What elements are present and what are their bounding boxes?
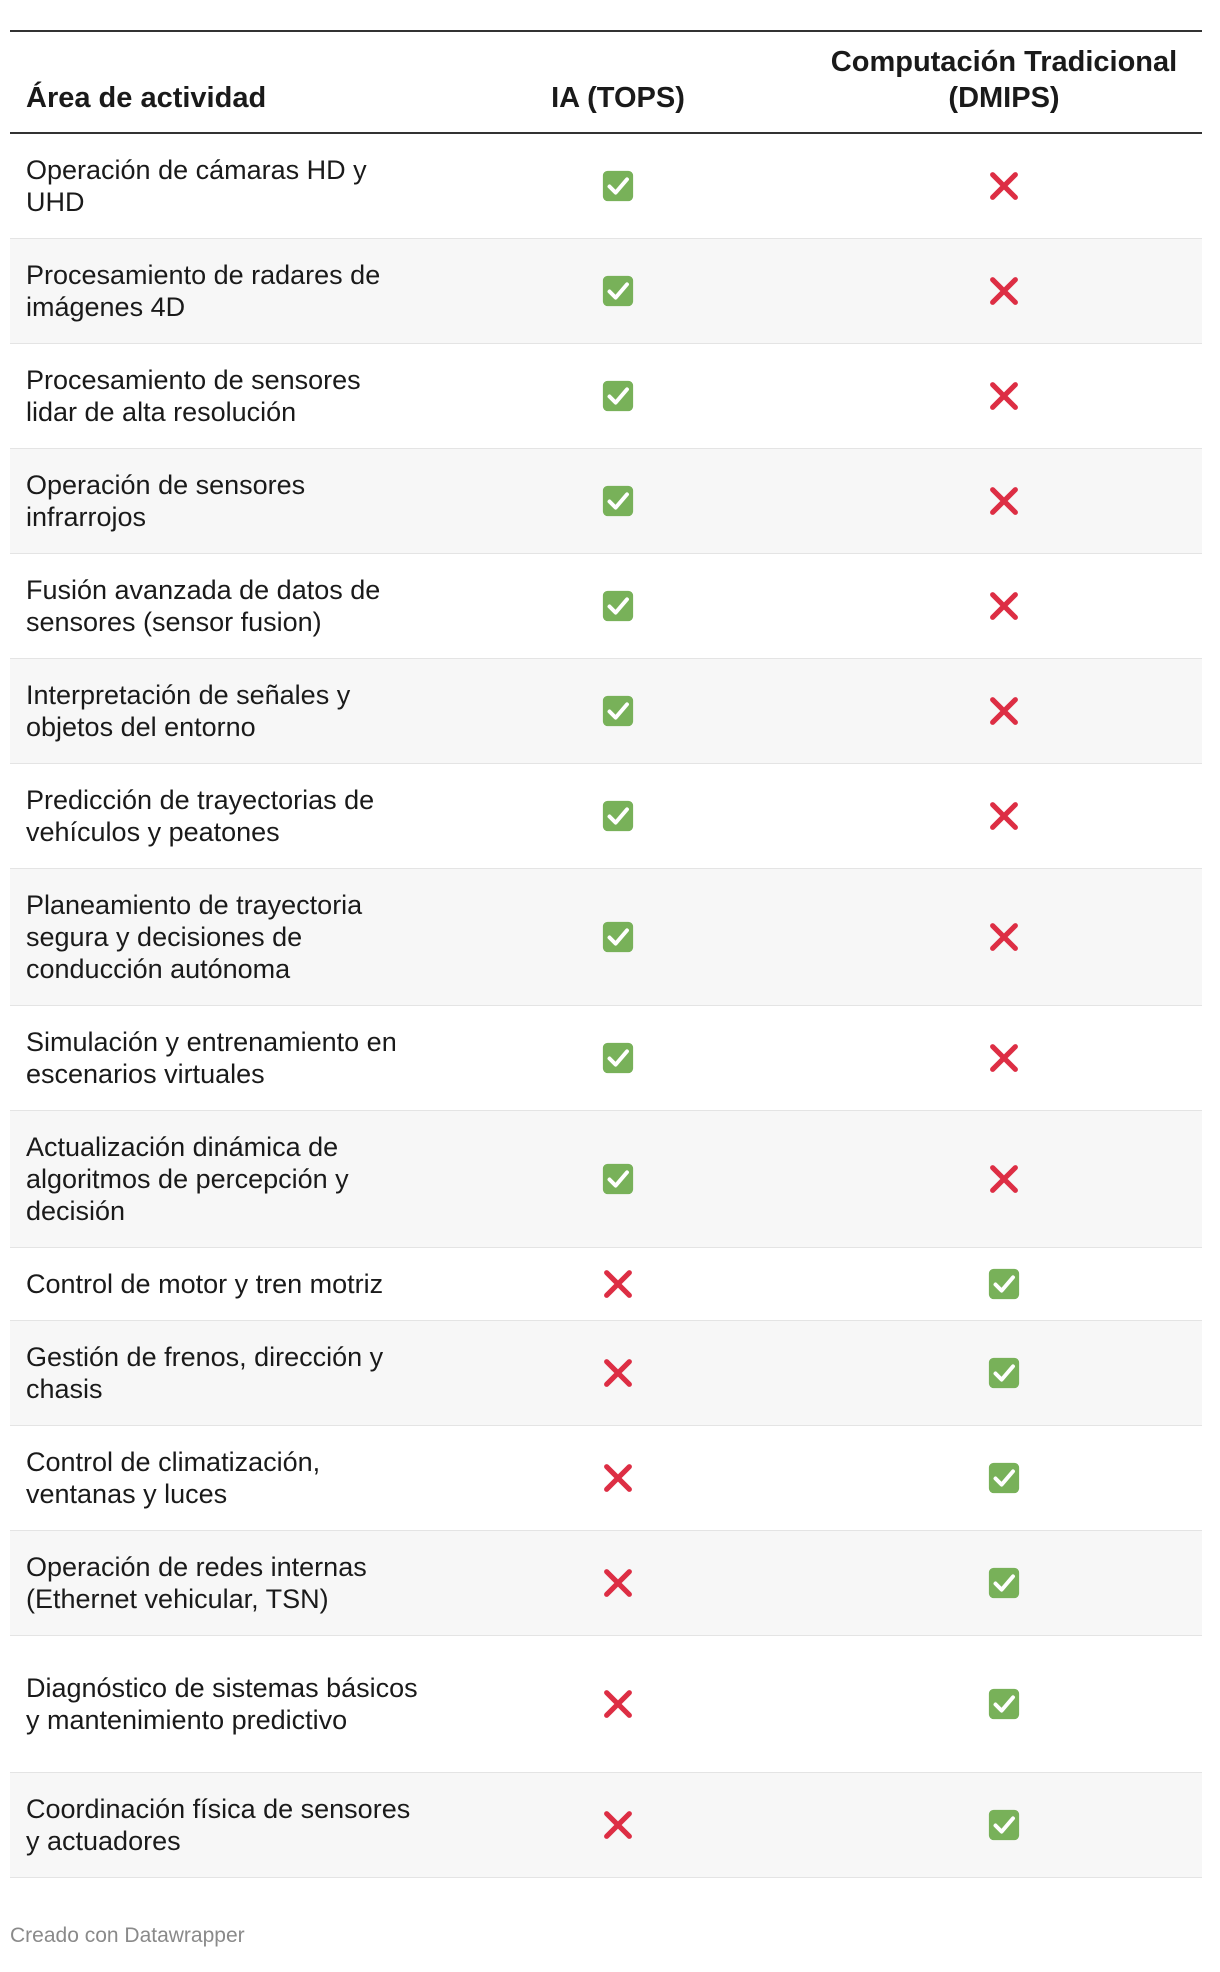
cross-mark-icon bbox=[987, 920, 1021, 954]
traditional-cell bbox=[806, 920, 1202, 954]
check-mark-icon bbox=[601, 1041, 635, 1075]
check-mark-icon bbox=[987, 1808, 1021, 1842]
check-mark-icon bbox=[987, 1461, 1021, 1495]
cross-mark-icon bbox=[987, 589, 1021, 623]
traditional-cell bbox=[806, 589, 1202, 623]
ia-cell bbox=[430, 1566, 806, 1600]
check-mark-icon bbox=[601, 799, 635, 833]
activity-cell: Actualización dinámica de algoritmos de percepción y decisión bbox=[26, 1132, 349, 1226]
traditional-cell bbox=[806, 169, 1202, 203]
header-ia: IA (TOPS) bbox=[551, 82, 685, 114]
check-mark-icon bbox=[601, 920, 635, 954]
ia-cell bbox=[430, 1041, 806, 1075]
table-row bbox=[10, 1773, 1202, 1878]
traditional-cell bbox=[806, 799, 1202, 833]
ia-cell bbox=[430, 694, 806, 728]
table-row bbox=[10, 1426, 1202, 1531]
activity-cell: Coordinación física de sensores y actuadores bbox=[26, 1794, 411, 1856]
activity-cell: Diagnóstico de sistemas básicos y mantenimiento predictivo bbox=[26, 1673, 418, 1735]
check-mark-icon bbox=[987, 1267, 1021, 1301]
table-row bbox=[10, 449, 1202, 554]
ia-cell bbox=[430, 920, 806, 954]
check-mark-icon bbox=[601, 589, 635, 623]
ia-cell bbox=[430, 1356, 806, 1390]
cross-mark-icon bbox=[987, 1041, 1021, 1075]
traditional-cell bbox=[806, 1808, 1202, 1842]
check-mark-icon bbox=[987, 1356, 1021, 1390]
ia-cell bbox=[430, 1461, 806, 1495]
activity-cell: Procesamiento de radares de imágenes 4D bbox=[26, 260, 381, 322]
ia-cell bbox=[430, 1687, 806, 1721]
ia-cell bbox=[430, 1162, 806, 1196]
ia-cell bbox=[430, 484, 806, 518]
activity-cell: Operación de cámaras HD y UHD bbox=[26, 155, 367, 217]
table-row bbox=[10, 1248, 1202, 1321]
check-mark-icon bbox=[601, 169, 635, 203]
activity-cell: Gestión de frenos, dirección y chasis bbox=[26, 1342, 384, 1404]
activity-cell: Operación de redes internas (Ethernet vehicular, TSN) bbox=[26, 1552, 367, 1614]
ia-cell bbox=[430, 1808, 806, 1842]
cross-mark-icon bbox=[987, 274, 1021, 308]
table-body bbox=[10, 134, 1202, 1878]
ia-cell bbox=[430, 379, 806, 413]
cross-mark-icon bbox=[601, 1267, 635, 1301]
traditional-cell bbox=[806, 379, 1202, 413]
check-mark-icon bbox=[987, 1687, 1021, 1721]
footer-credit: Creado con Datawrapper bbox=[10, 1924, 245, 1947]
traditional-cell bbox=[806, 1267, 1202, 1301]
traditional-cell bbox=[806, 1566, 1202, 1600]
activity-cell: Procesamiento de sensores lidar de alta resolución bbox=[26, 365, 361, 427]
cross-mark-icon bbox=[601, 1461, 635, 1495]
traditional-cell bbox=[806, 1687, 1202, 1721]
table-row bbox=[10, 1636, 1202, 1773]
activity-cell: Control de motor y tren motriz bbox=[26, 1269, 384, 1299]
table-row bbox=[10, 239, 1202, 344]
cross-mark-icon bbox=[987, 694, 1021, 728]
cross-mark-icon bbox=[987, 1162, 1021, 1196]
activity-cell: Simulación y entrenamiento en escenarios virtuales bbox=[26, 1027, 397, 1089]
check-mark-icon bbox=[601, 1162, 635, 1196]
header-traditional bbox=[806, 44, 1202, 116]
traditional-cell bbox=[806, 694, 1202, 728]
comparison-table bbox=[10, 30, 1202, 1878]
table-row bbox=[10, 1321, 1202, 1426]
traditional-cell bbox=[806, 1461, 1202, 1495]
activity-cell: Predicción de trayectorias de vehículos y peatones bbox=[26, 785, 375, 847]
ia-cell bbox=[430, 1267, 806, 1301]
cross-mark-icon bbox=[987, 484, 1021, 518]
activity-cell: Interpretación de señales y objetos del entorno bbox=[26, 680, 351, 742]
ia-cell bbox=[430, 169, 806, 203]
table-header bbox=[10, 30, 1202, 134]
table-row bbox=[10, 344, 1202, 449]
cross-mark-icon bbox=[987, 169, 1021, 203]
check-mark-icon bbox=[601, 379, 635, 413]
table-row bbox=[10, 134, 1202, 239]
table-row bbox=[10, 659, 1202, 764]
activity-cell: Fusión avanzada de datos de sensores (sensor fusion) bbox=[26, 575, 381, 637]
cross-mark-icon bbox=[601, 1356, 635, 1390]
cross-mark-icon bbox=[601, 1808, 635, 1842]
cross-mark-icon bbox=[601, 1566, 635, 1600]
activity-cell: Planeamiento de trayectoria segura y decisiones de conducción autónoma bbox=[26, 890, 363, 984]
ia-cell bbox=[430, 589, 806, 623]
table-row bbox=[10, 1006, 1202, 1111]
traditional-cell bbox=[806, 274, 1202, 308]
table-row bbox=[10, 1111, 1202, 1248]
table-row bbox=[10, 764, 1202, 869]
cross-mark-icon bbox=[601, 1687, 635, 1721]
table-row bbox=[10, 869, 1202, 1006]
activity-cell: Operación de sensores infrarrojos bbox=[26, 470, 306, 532]
traditional-cell bbox=[806, 1356, 1202, 1390]
traditional-cell bbox=[806, 1162, 1202, 1196]
header-traditional-label: Computación Tradicional (DMIPS) bbox=[830, 46, 1178, 114]
table-row bbox=[10, 554, 1202, 659]
check-mark-icon bbox=[601, 694, 635, 728]
cross-mark-icon bbox=[987, 379, 1021, 413]
check-mark-icon bbox=[601, 274, 635, 308]
table-row bbox=[10, 1531, 1202, 1636]
header-activity: Área de actividad bbox=[26, 82, 267, 114]
ia-cell bbox=[430, 274, 806, 308]
check-mark-icon bbox=[601, 484, 635, 518]
check-mark-icon bbox=[987, 1566, 1021, 1600]
ia-cell bbox=[430, 799, 806, 833]
traditional-cell bbox=[806, 484, 1202, 518]
activity-cell: Control de climatización, ventanas y luces bbox=[26, 1447, 321, 1509]
traditional-cell bbox=[806, 1041, 1202, 1075]
cross-mark-icon bbox=[987, 799, 1021, 833]
